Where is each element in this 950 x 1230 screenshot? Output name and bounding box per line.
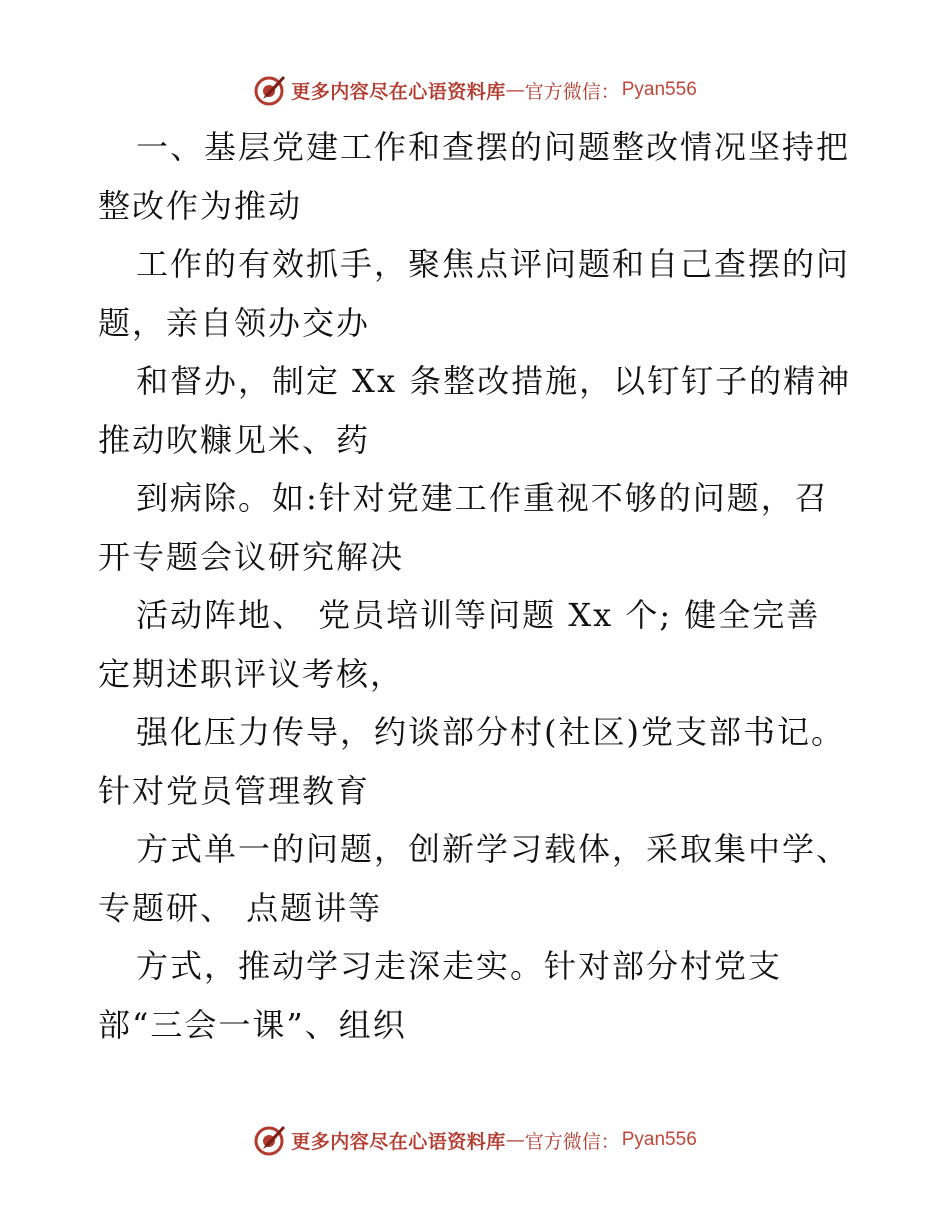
quill-seal-icon [253,1123,287,1157]
paragraph-line: 方式，推动学习走深走实。针对部分村党支 [136,947,783,985]
paragraph-line: 部“三会一课”、组织 [98,1005,407,1044]
paragraph-line: 工作的有效抓手，聚焦点评问题和自己查摆的问 [136,245,851,283]
paragraph-line: 推动吹糠见米、药 [98,420,371,459]
footer-banner [0,1120,950,1160]
paragraph-line: 和督办，制定 Xx 条整改措施，以钉钉子的精神 [136,362,852,400]
header-banner [0,70,950,110]
banner-wechat-label: 官方微信： [524,80,620,103]
paragraph-line: 开专题会议研究解决 [98,537,405,576]
quill-seal-icon [253,73,287,107]
paragraph-line: 专题研、 点题讲等 [98,888,383,927]
paragraph-line: 定期述职评议考核， [98,654,405,693]
banner-wechat-label: 官方微信： [524,1130,620,1153]
banner-wechat-id: Pyan556 [621,1129,697,1150]
banner-text: 更多内容尽在心语资料库 [291,80,506,103]
paragraph-line: 方式单一的问题，创新学习载体，采取集中学、 [136,830,851,868]
paragraph-line: 题，亲自领办交办 [98,303,371,342]
banner-text: 更多内容尽在心语资料库 [291,1130,506,1153]
paragraph-line: 活动阵地、 党员培训等问题 Xx 个; 健全完善 [136,596,821,634]
paragraph-line: 强化压力传导，约谈部分村(社区)党支部书记。 [136,713,845,751]
document-body [98,118,858,1054]
banner-separator: — [505,79,525,101]
paragraph-line: 针对党员管理教育 [98,771,371,810]
paragraph-line: 整改作为推动 [98,186,303,225]
paragraph-line: 一、基层党建工作和查摆的问题整改情况坚持把 [136,128,851,166]
banner-separator: — [505,1129,525,1151]
paragraph-line: 到病除。如:针对党建工作重视不够的问题，召 [136,479,829,517]
banner-wechat-id: Pyan556 [621,79,697,100]
